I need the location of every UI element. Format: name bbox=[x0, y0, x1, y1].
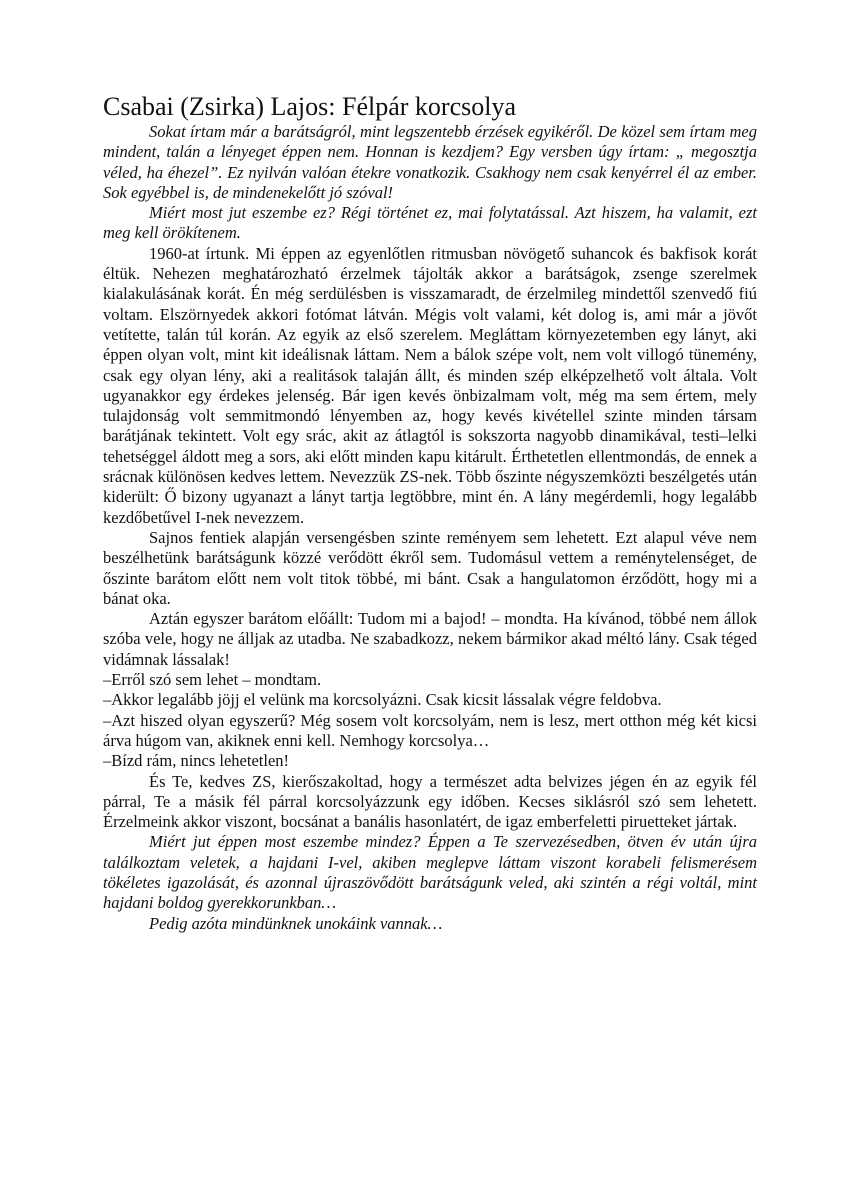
dialogue-line: –Bízd rám, nincs lehetetlen! bbox=[103, 751, 290, 771]
paragraph-friend-offer: Aztán egyszer barátom előállt: Tudom mi a bajod! – mondta. Ha kívánod, többé nem állok szóba vele, hogy ne álljak az utadba. Ne szabadkozz, nekem bármikor akad méltó lány. Csak téged vidámnak lássalak! bbox=[103, 609, 757, 669]
document-page bbox=[103, 92, 757, 934]
dialogue-line: –Erről szó sem lehet – mondtam. bbox=[103, 670, 322, 690]
document-title: Csabai (Zsirka) Lajos: Félpár korcsolya bbox=[103, 92, 516, 121]
paragraph-question: Miért most jut eszembe ez? Régi történet ez, mai folytatással. Azt hiszem, ha valamit, ezt meg kell örökítenem. bbox=[103, 203, 757, 243]
dialogue-line: –Azt hiszed olyan egyszerű? Még sosem volt korcsolyám, nem is lesz, mert otthon még két kicsi árva húgom van, akiknek enni kell. Nemhogy korcsolya… bbox=[103, 710, 757, 750]
paragraph-hopeless: Sajnos fentiek alapján versengésben szinte reményem sem lehetett. Ezt alapul véve nem beszélhetünk barátságunk közzé verődött ékről sem. Tudomásul vettem a reménytelenséget, de őszinte barátom előtt nem volt titok többé, mi bánt. Csak a hangulatomon érződött, hogy mi a bánat oka. bbox=[103, 527, 757, 608]
paragraph-closing: Pedig azóta mindünknek unokáink vannak… bbox=[149, 913, 443, 933]
dialogue-line: –Akkor legalább jöjj el velünk ma korcsolyázni. Csak kicsit lássalak végre feldobva. bbox=[103, 690, 662, 710]
paragraph-intro: Sokat írtam már a barátságról, mint legszentebb érzések egyikéről. De közel sem írtam meg mindent, talán a lényeget éppen nem. Honnan is kezdjem? Egy versben úgy írtam: „ megosztja véled, ha éhezel”. Ez nyilván valóan étekre vonatkozik. Csakhogy nem csak kenyérrel él az ember. Sok egyébbel is, de mindenekelőtt jó szóval! bbox=[103, 122, 757, 202]
paragraph-skating: És Te, kedves ZS, kierőszakoltad, hogy a természet adta belvizes jégen én az egyik fél párral, Te a másik fél párral korcsolyázzunk egy időben. Kecses siklásról szó sem lehetett. Érzelmeink akkor viszont, bocsánat a banális hasonlatért, de igaz emberfeletti piruetteket jártak. bbox=[103, 771, 757, 832]
paragraph-story: 1960-at írtunk. Mi éppen az egyenlőtlen ritmusban növögető suhancok és bakfisok korát éltük. Nehezen meghatározható érzelmek tájolták akkor a barátságok, zsenge szerelmek kialakulásának korát. Én még serdülésben is visszamaradt, de érzelmileg mindettől szenvedő fiú voltam. Elszörnyedek akkori fotómat látván. Mégis volt valami, két dolog is, ami már a jövőt vetítette, talán túl korán. Az egyik az első szerelem. Megláttam környezetemben egy lányt, aki éppen olyan volt, mint kit ideálisnak láttam. Nem a bálok szépe volt, nem volt villogó tünemény, csak egy olyan lény, aki a realitások talaján állt, és minden szép elképzelhető volt általa. Volt ugyanakkor egy érdekes jelenség. Bár igen kevés önbizalmam volt, még ma sem értem, mely tulajdonság volt semmitmondó lényemben az, hogy kevés kivétellel szinte minden társam barátjának tekintett. Volt egy srác, akit az átlagtól is sokszorta nagyobb dinamikával, testi–lelki tehetséggel áldott meg a sors, aki előtt minden kapu kitárult. Érthetetlen ellentmondás, de ennek a srácnak különösen kedves lettem. Nevezzük ZS-nek. Több őszinte négyszemközti beszélgetés után kiderült: Ő bizony ugyanazt a lányt tartja legtöbbre, mint én. A lány megérdemli, hogy legalább kezdőbetűvel I-nek nevezzem. bbox=[103, 243, 757, 527]
paragraph-reunion: Miért jut éppen most eszembe mindez? Éppen a Te szervezésedben, ötven év után újra találkoztam veletek, a hajdani I-vel, akiben meglepve láttam viszont korabeli felismerésem tökéletes igazolását, és azonnal újraszövődött barátságunk veled, aki szintén a régi voltál, mint hajdani boldog gyerekkorunkban… bbox=[103, 832, 757, 913]
